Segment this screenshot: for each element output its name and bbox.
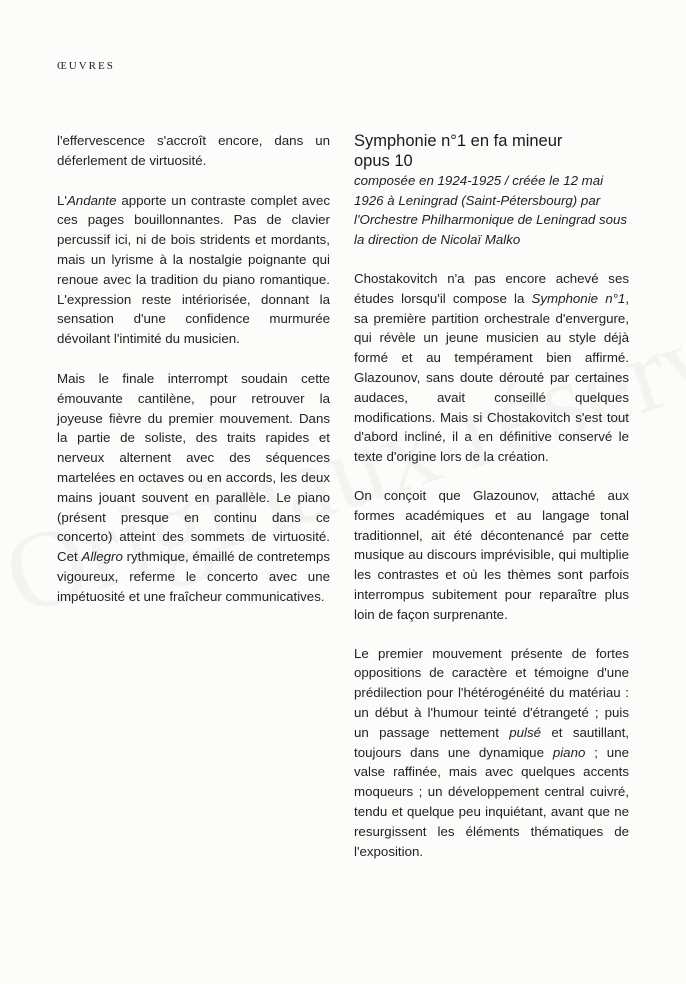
- italic-term: pulsé: [509, 724, 542, 740]
- italic-term: piano: [552, 744, 586, 760]
- paragraph: [57, 369, 330, 607]
- text-span: L': [57, 192, 67, 208]
- paragraph: [354, 644, 629, 862]
- text-span: Mais le finale interrompt soudain cette émouvante cantilène, pour retrouver la joyeuse fièvre du premier mouvement. Dans la partie de soliste, des traits rapides et nerveux alternent avec des séquences martelées en octaves ou en accords, les deux mains jouant souvent en parallèle. Le piano (présent presque en continu dans ce concerto) atteint des sommets de virtuosité. Cet: [57, 370, 330, 565]
- work-details: composée en 1924-1925 / créée le 12 mai 1926 à Leningrad (Saint-Pétersbourg) par l'Orchestre Philharmonique de Leningrad sous la direction de Nicolaï Malko: [354, 173, 628, 247]
- paragraph: [354, 269, 629, 467]
- section-header: ŒUVRES: [57, 60, 115, 72]
- left-column: [57, 131, 330, 627]
- work-title-line: Symphonie n°1 en fa mineur: [354, 132, 563, 150]
- text-span: Chostakovitch n'a pas encore achevé ses études lorsqu'il compose la: [354, 271, 629, 306]
- text-span: rythmique, émaillé de contretemps vigoureux, referme le concerto avec une impétuosité et une fraîcheur communicatives.: [57, 549, 331, 604]
- work-opus: opus 10: [354, 152, 413, 170]
- work-title: [354, 131, 629, 171]
- text-span: et sautillant, toujours dans une dynamique: [354, 724, 630, 760]
- italic-term: Symphonie n°1: [531, 290, 626, 306]
- text-span: Le premier mouvement présente de fortes oppositions de caractère et témoigne d'une prédilection pour l'hétérogénéité du matériau : un début à l'humour teinté d'étrangeté ; puis un passage nettement: [354, 645, 629, 740]
- text-span: apporte un contraste complet avec ces pages bouillonnantes. Pas de clavier percussif ici, ni de bois stridents et mordants, mais un lyrisme à la nostalgie poignante qui renoue avec la tradition du piano romantique. L'expression reste intériorisée, donnant la sensation d'une confidence murmurée dévoilant l'intimité du musicien.: [57, 192, 330, 347]
- italic-term: Allegro: [81, 549, 123, 565]
- paragraph: [57, 191, 330, 349]
- paragraph: On conçoit que Glazounov, attaché aux formes académiques et au langage tonal traditionnel, ait été décontenancé par cette musique au discours imprévisible, qui multiplie les contrastes et où les thèmes sont parfois interrompus subitement pour reparaître plus loin de façon surprenante.: [354, 487, 629, 622]
- paragraph: l'effervescence s'accroît encore, dans un déferlement de virtuosité.: [57, 133, 330, 168]
- italic-term: Andante: [66, 192, 117, 208]
- right-column: [354, 131, 629, 880]
- text-span: ; une valse raffinée, mais avec quelques accents moqueurs ; un développement central cuivré, tendu et quelque peu inquiétant, avant que ne resurgissent les éléments thématiques de l'exposition.: [354, 744, 629, 859]
- text-span: , sa première partition orchestrale d'envergure, qui révèle un jeune musicien au style déjà formé et au tempérament bien affirmé. Glazounov, sans doute dérouté par certaines audaces, avait conseillé quelques modifications. Mais si Chostakovitch s'est tout d'abord incliné, il a en définitive conservé le texte d'origine lors de la création.: [354, 290, 630, 465]
